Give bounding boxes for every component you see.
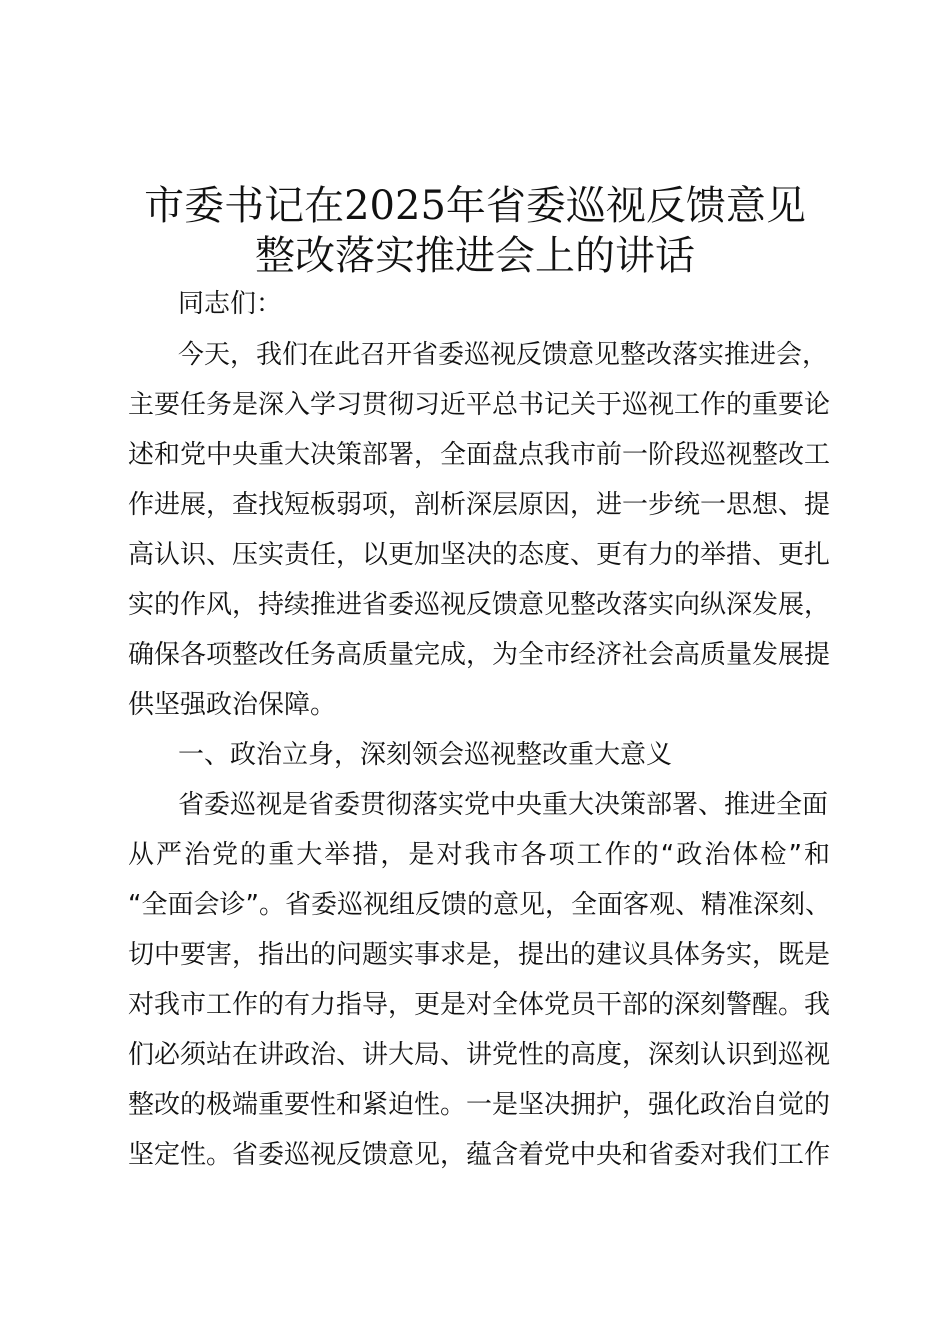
- paragraph-line: 确保各项整改任务高质量完成，为全市经济社会高质量发展提: [128, 640, 831, 670]
- paragraph-line: 作进展，查找短板弱项，剖析深层原因，进一步统一思想、提: [128, 490, 831, 520]
- paragraph-line: 高认识、压实责任，以更加坚决的态度、更有力的举措、更扎: [128, 540, 831, 570]
- paragraph-line: 今天，我们在此召开省委巡视反馈意见整改落实推进会，: [178, 340, 829, 370]
- document-title-line-2: 整改落实推进会上的讲话: [255, 233, 695, 279]
- paragraph-line: 从严治党的重大举措，是对我市各项工作的“政治体检”和: [128, 840, 830, 870]
- paragraph-line: 坚定性。省委巡视反馈意见，蕴含着党中央和省委对我们工作: [128, 1140, 831, 1170]
- paragraph-line: “全面会诊”。省委巡视组反馈的意见，全面客观、精准深刻、: [128, 890, 831, 920]
- paragraph-line: 实的作风，持续推进省委巡视反馈意见整改落实向纵深发展，: [128, 590, 831, 620]
- paragraph-line: 省委巡视是省委贯彻落实党中央重大决策部署、推进全面: [178, 790, 829, 820]
- paragraph-line: 对我市工作的有力指导，更是对全体党员干部的深刻警醒。我: [128, 990, 831, 1020]
- salutation: 同志们：: [178, 289, 283, 319]
- paragraph-line: 述和党中央重大决策部署，全面盘点我市前一阶段巡视整改工: [128, 440, 831, 470]
- section-heading: 一、政治立身，深刻领会巡视整改重大意义: [178, 740, 673, 770]
- document-title-line-1: 市委书记在2025年省委巡视反馈意见: [144, 183, 806, 229]
- paragraph-line: 主要任务是深入学习贯彻习近平总书记关于巡视工作的重要论: [128, 390, 831, 420]
- paragraph-line: 整改的极端重要性和紧迫性。一是坚决拥护，强化政治自觉的: [128, 1090, 831, 1120]
- paragraph-line: 们必须站在讲政治、讲大局、讲党性的高度，深刻认识到巡视: [128, 1040, 831, 1070]
- paragraph-line: 切中要害，指出的问题实事求是，提出的建议具体务实，既是: [128, 940, 831, 970]
- paragraph-line: 供坚强政治保障。: [128, 690, 337, 720]
